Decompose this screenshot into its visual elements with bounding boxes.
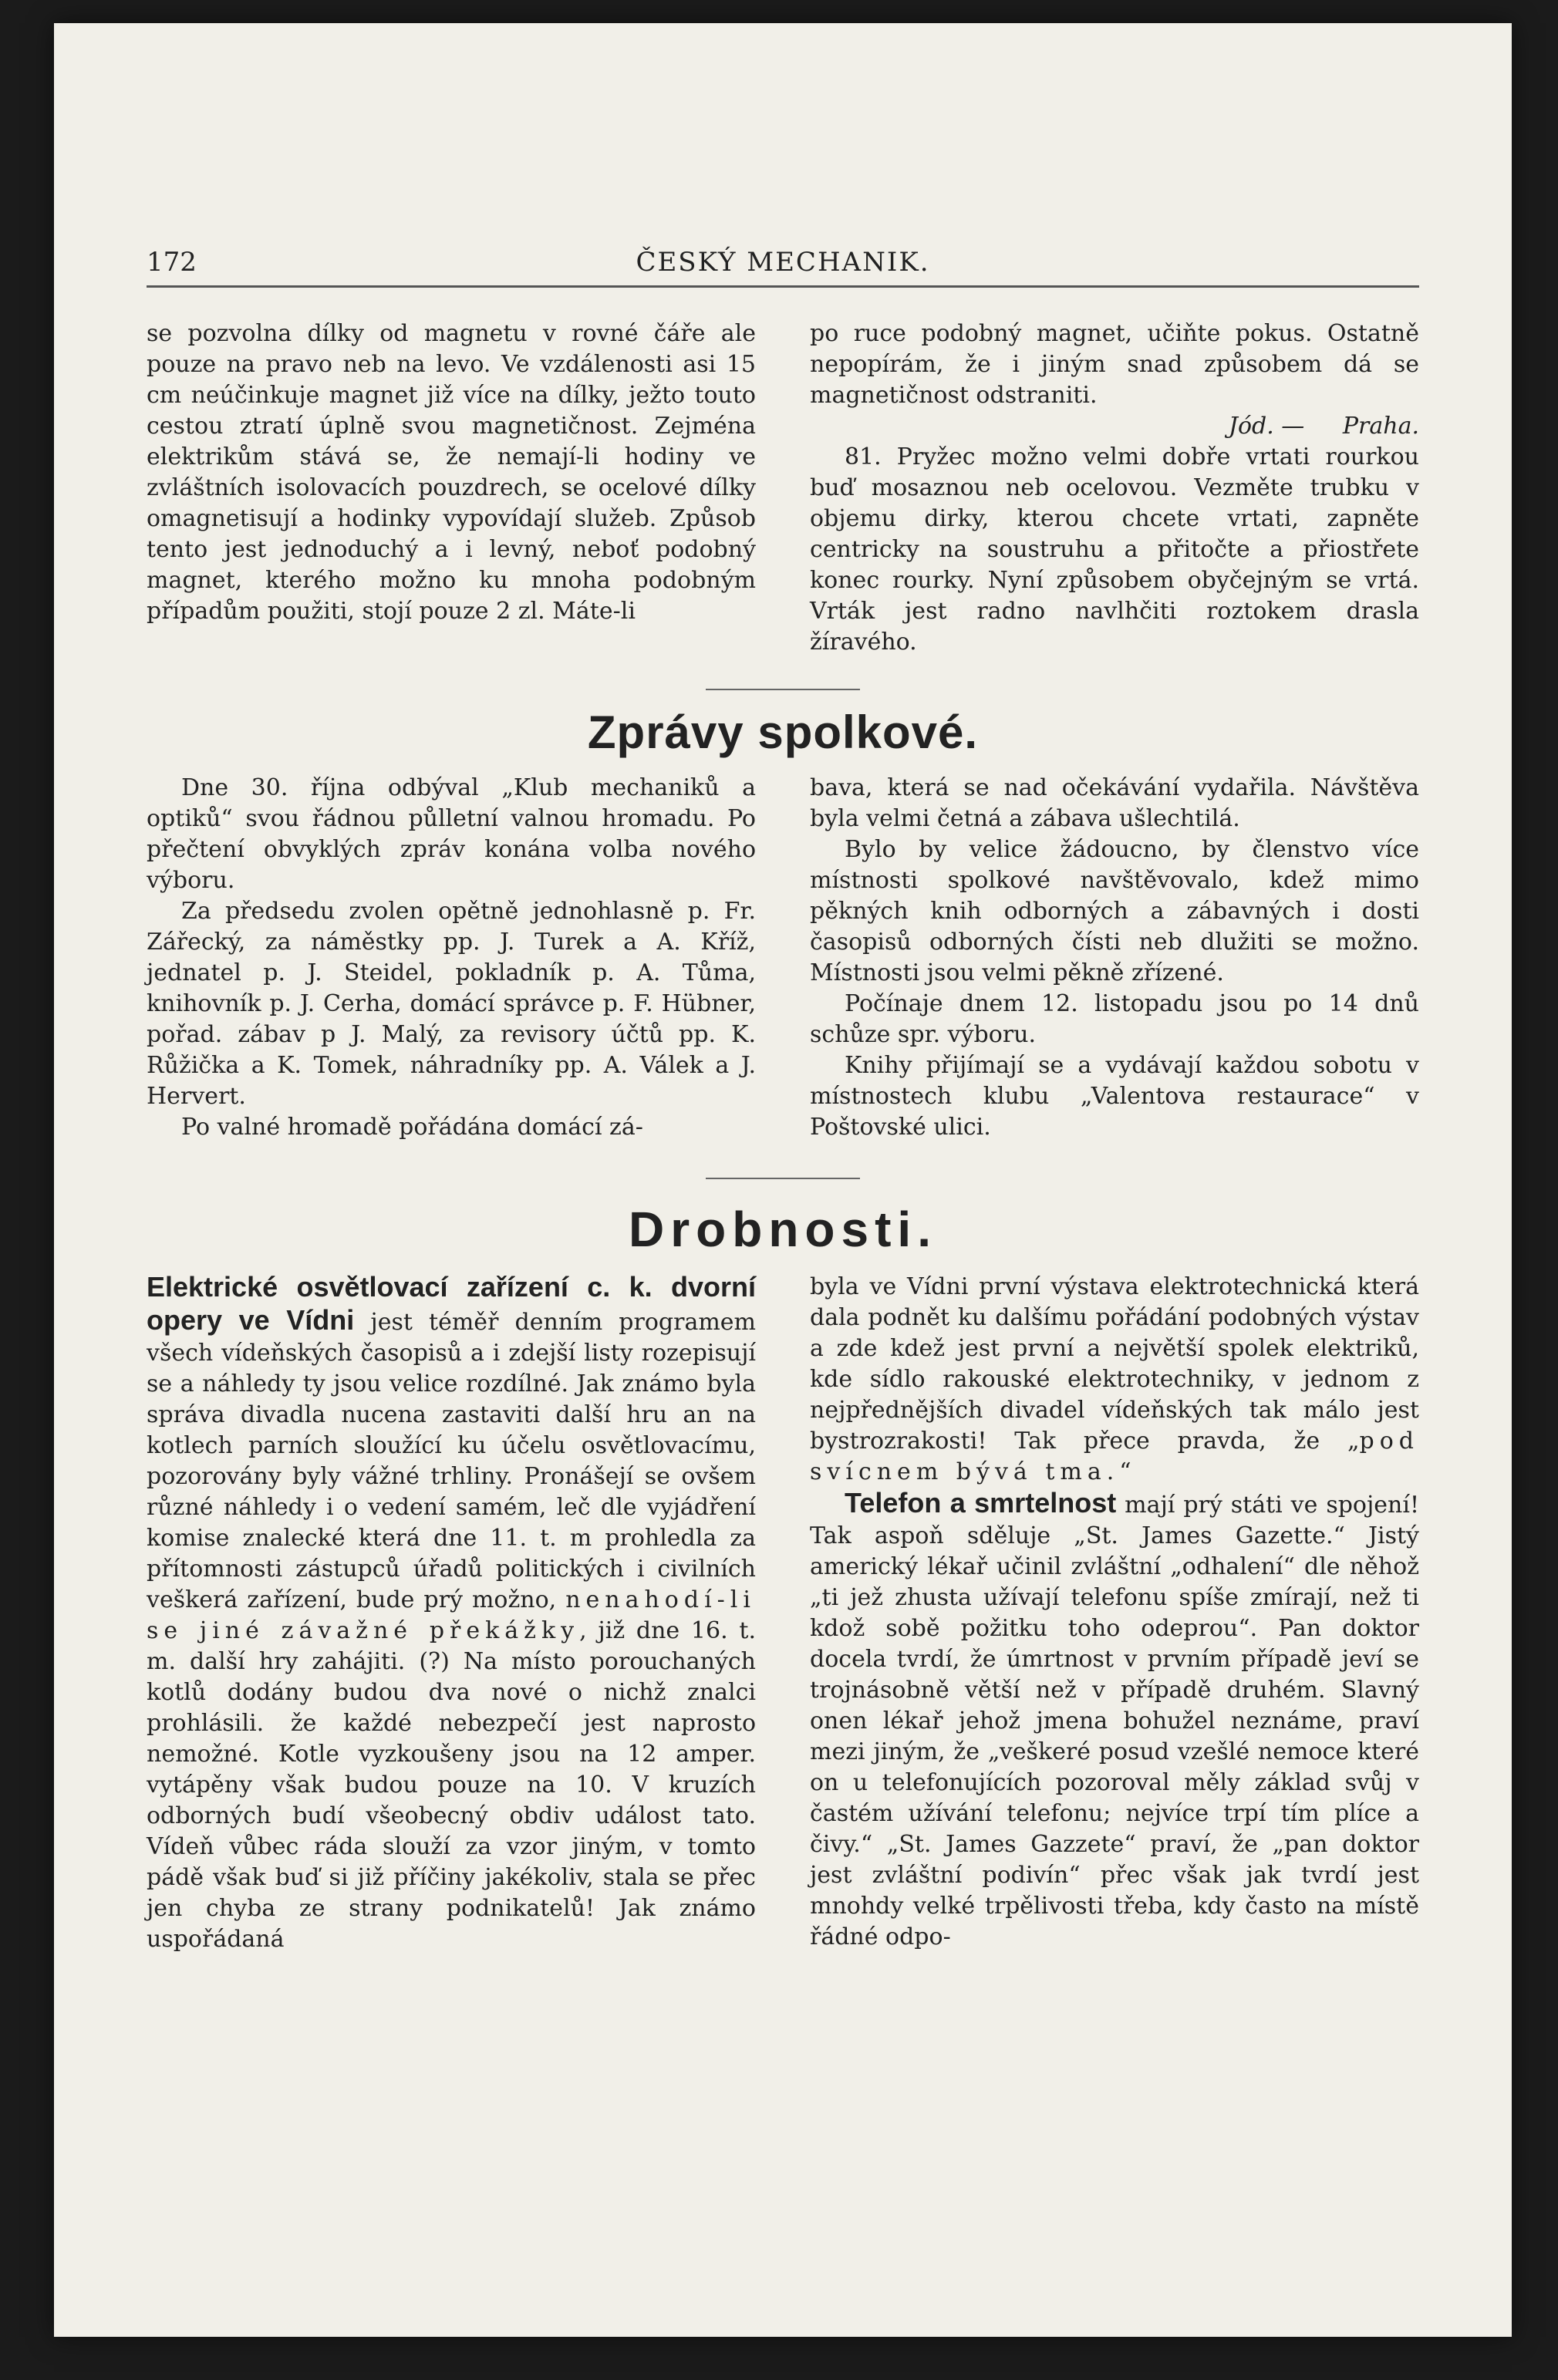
signature-dash: —: [1281, 413, 1305, 440]
drobnosti-section: [147, 1272, 1419, 1955]
top-right-intro: po ruce podobný magnet, učiňte pokus. Ostatně nepopírám, že i jiným snad způsobem dá se magnetičnost odstraniti.: [810, 320, 1419, 409]
zpravy-left-column: [147, 773, 756, 1143]
top-section: [147, 319, 1419, 658]
page-number: 172: [147, 247, 197, 278]
zpravy-paragraph: Knihy přijímají se a vydávají každou sobotu v místnostech klubu „Valentova restaurace“ v Poštovské ulici.: [810, 1052, 1419, 1141]
signature-town: Praha.: [1342, 413, 1419, 440]
divider: [706, 689, 860, 690]
article-opera-continued: [810, 1272, 1419, 1488]
item-81: 81. Pryžec možno velmi dobře vrtati rourkou buď mosaznou neb ocelovou. Vezměte trubku v objemu dirky, kterou chcete vrtati, zapněte centricky na soustruhu a přitočte a přiostřete konec rourky. Nyní způsobem obyčejným se vrtá. Vrták jest radno navlhčiti roztokem drasla žíravého.: [810, 443, 1419, 656]
zpravy-right-column: [810, 773, 1419, 1143]
article-opera-quote: pod svícnem bývá tma.: [810, 1428, 1419, 1485]
article-opera-text: , již dne 16. t. m. další hry zahájiti. (?) Na místo porouchaných kotlů dodány budou dva nové o nichž znalci prohlásili. že každé nebezpečí jest naprosto nemožné. Kotle vyzkoušeny jsou na 12 amper. vytápěny však budou pouze na 10. V kruzích odborných budí všeobecný obdiv událost tato. Vídeň vůbec ráda slouží za vzor jiným, v tomto pádě však buď si již příčiny jakékoliv, stala se přec jen chyba ze strany podnikatelů! Jak známo uspořádaná: [147, 1617, 756, 1953]
drobnosti-heading: Drobnosti.: [629, 1202, 937, 1257]
drobnosti-right-column: [810, 1272, 1419, 1955]
article-opera-cont-end: “: [1119, 1458, 1131, 1485]
top-left-text: se pozvolna dílky od magnetu v rovné čáře ale pouze na pravo neb na levo. Ve vzdálenosti asi 15 cm neúčinkuje magnet již více na dílky, ježto touto cestou ztratí úplně svou magnetičnost. Zejména elektrikům stává se, že nemají-li hodiny ve zvláštních isolovacích pouzdrech, se ocelové dílky omagnetisují a hodinky vypovídají služeb. Způsob tento jest jednoduchý a i levný, neboť podobný magnet, kterého možno ku mnoha podobným případům použiti, stojí pouze 2 zl. Máte-li: [147, 320, 756, 625]
journal-title: ČESKÝ MECHANIK.: [636, 247, 930, 278]
article-opera-cont-text: byla ve Vídni první výstava elektrotechnická která dala podnět ku dalšímu pořádání podobných výstav a zde kdež jest první a největší spolek elektriků, kde sídlo rakouské elektrotechniky, v jednom z nejpřednějších divadel vídeňských tak málo jest bystrozrakosti! Tak přece pravda, že „: [810, 1273, 1419, 1455]
article-telefon: [810, 1488, 1419, 1953]
signature-name: Jód.: [1228, 413, 1274, 440]
zpravy-paragraph: Po valné hromadě pořádána domácí zá-: [181, 1114, 643, 1141]
zpravy-paragraph: bava, která se nad očekávání vydařila. Návštěva byla velmi četná a zábava ušlechtilá.: [810, 774, 1419, 832]
zpravy-heading: Zprávy spolkové.: [587, 706, 979, 758]
article-opera-text: jest téměř denním programem všech vídeňských časopisů a i zdejší listy rozepisují se a náhledy ty jsou velice rozdílné. Jak známo byla správa divadla nucena zastaviti další hru an na kotlech parních sloužící ku účelu osvětlovacímu, pozorovány byly vážné trhliny. Pronášejí se ovšem různé náhledy i o vedení samém, leč dle vyjádření komise znalecké která dne 11. t. m prohledla za přítomnosti zástupců úřadů politických i civilních veškerá zařízení, bude prý možno,: [147, 1309, 756, 1613]
divider: [706, 1178, 860, 1179]
page-content: [147, 231, 1419, 1955]
signature: [810, 411, 1419, 442]
article-telefon-text: mají prý státi ve spojení! Tak aspoň sděluje „St. James Gazette.“ Jistý americký lékař učinil zvláštní „odhalení“ dle něhož „ti jež zhusta užívají telefonu spíše zmírají, než ti kdož sobě požitku toho odeprou“. Pan doktor docela tvrdí, že úmrtnost v prvním případě jeví se trojnásobně větší než v případě druhém. Slavný onen lékař jehož jmena bohužel neznáme, praví mezi jiným, že „veškeré posud vzešlé nemoce které on u telefonujících pozoroval měly základ svůj v častém užívání telefonu; nejvíce trpí tím plíce a čivy.“ „St. James Gazzete“ praví, že „pan doktor jest zvláštní podivín“ přec však jak tvrdí jest mnohdy velké trpělivosti třeba, kdy často na místě řádné odpo-: [810, 1492, 1420, 1950]
article-opera-spaced-text: nenahodí-li se jiné závažné překážky: [147, 1586, 756, 1644]
article-telefon-title: Telefon a smrtelnost: [845, 1487, 1117, 1519]
running-head: [147, 231, 1419, 288]
drobnosti-left-column: [147, 1272, 756, 1955]
top-left-column: [147, 319, 756, 658]
top-right-column: [810, 319, 1419, 658]
page: [54, 23, 1512, 2337]
zpravy-section: [147, 773, 1419, 1143]
article-opera: [147, 1272, 756, 1955]
zpravy-paragraph: Dne 30. října odbýval „Klub mechaniků a optiků“ svou řádnou půlletní valnou hromadu. Po přečtení obvyklých zpráv konána volba nového výboru.: [147, 774, 756, 894]
zpravy-paragraph: Bylo by velice žádoucno, by členstvo více místnosti spolkové navštěvovalo, kdež mimo pěkných knih odborných a zábavných i dosti časopisů odborných čísti neb dlužiti se možno. Místnosti jsou velmi pěkně zřízené.: [810, 836, 1419, 986]
zpravy-paragraph: Za předsedu zvolen opětně jednohlasně p. Fr. Zářecký, za náměstky pp. J. Turek a A. Kříž, jednatel p. J. Steidel, pokladník p. A. Tůma, knihovník p. J. Cerha, domácí správce p. F. Hübner, pořad. zábav p J. Malý, za revisory účtů pp. K. Růžička a K. Tomek, náhradníky pp. A. Válek a J. Hervert.: [147, 898, 756, 1110]
article-opera-title: Elektrické osvětlovací zařízení c. k. dvorní opery ve Vídni: [147, 1271, 756, 1336]
zpravy-paragraph: Počínaje dnem 12. listopadu jsou po 14 dnů schůze spr. výboru.: [810, 990, 1419, 1048]
